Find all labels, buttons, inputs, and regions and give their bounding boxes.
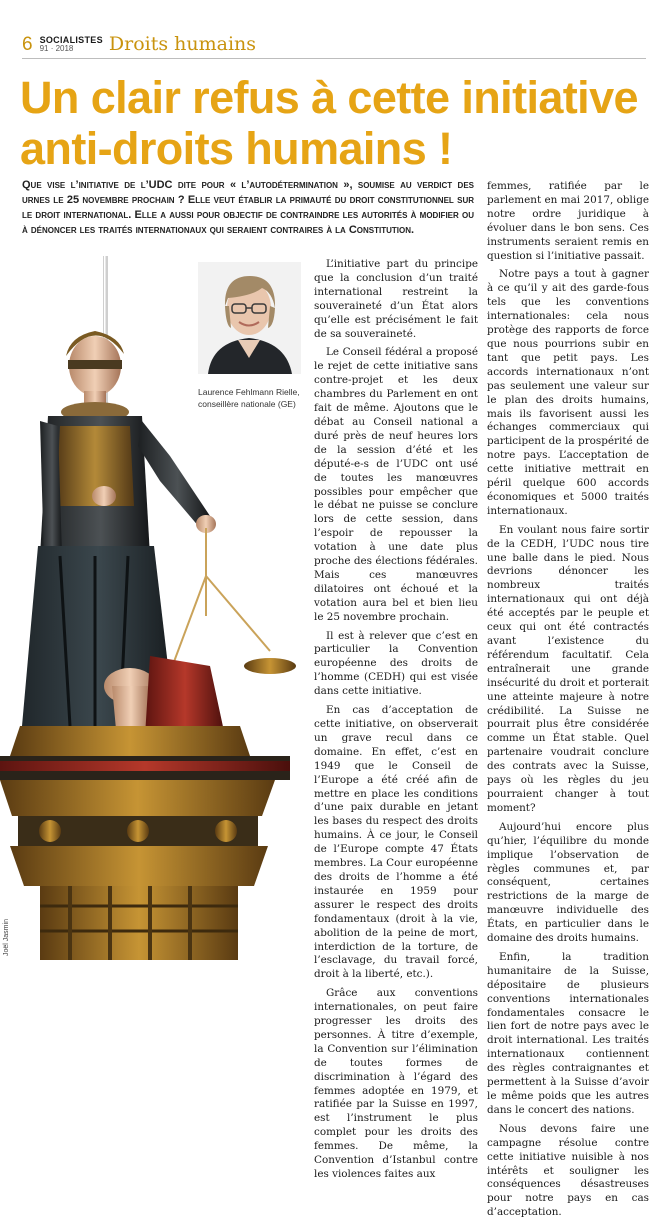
author-role: conseillère nationale (GE) [198,399,296,409]
author-name: Laurence Fehlmann Rielle, [198,387,300,397]
issue-number: 91 · 2018 [39,44,74,54]
page-header [22,28,256,54]
paragraph: Il est à relever que c’est en particulier la Convention européenne des droits de l’homme (CEDH) qui est visée dans cette initiative. [314,629,478,698]
article-column-1 [314,258,478,1187]
paragraph: En cas d’acceptation de cette initiative, on observerait un grave recul dans ce domaine. En effet, c’est en 1949 que le Conseil de l’Europe a été créé afin de mettre en place les conditions d’une paix durable en jetant les bases du respect des droits humains. À ce jour, le Conseil de l’Europe compte 47 États membres. La Cour européenne des droits de l’homme a été instaurée en 1959 pour assurer le respect des droits fondamentaux (droit à la vie, abolition de la peine de mort, interdiction de la torture, de l’esclavage, du travail forcé, droit à la liberté, etc.). [314,704,478,981]
paragraph: Nous devons faire une campagne résolue contre cette initiative nuisible à nos intérêts et souligner les conséquences désastreuses pour notre pays en cas d’acceptation. [487,1122,649,1219]
header-divider [22,58,646,59]
author-portrait-photo [198,262,301,374]
paragraph: Grâce aux conventions internationales, on peut faire progresser les droits des personnes. À titre d’exemple, la Convention sur l’élimination de toutes formes de discrimination à l’égard des femmes adoptée en 1979, et ratifiée par la Suisse en 1997, est l’instrument le plus complet pour les droits des femmes. De même, la Convention d’Istanbul contre les violences faites aux [314,987,478,1180]
article-title [20,72,650,174]
paragraph: L’initiative part du principe que la conclusion d’un traité international restreint la souveraineté d’un État alors qu’elle est précisément le fait de sa souveraineté. [314,258,478,340]
article-column-2 [487,180,649,1225]
photo-credit: Joël Jasmin [3,919,10,956]
page-number: 6 [22,34,33,55]
brand-name: SOCIALISTES [39,35,103,46]
paragraph: femmes, ratifiée par le parlement en mai 2017, oblige notre ordre juridique à évoluer dans le bon sens. Ces instruments seraient remis en question si l’initiative passait. [487,180,649,262]
section-rubric: Droits humains [108,33,257,55]
article-lead: Que vise l’initiative de l’UDC dite pour « l’autodétermination », soumise au verdict des urnes le 25 novembre prochain ? Elle veut établir la primauté du droit constitutionnel sur le droit international. Elle a aussi pour objectif de contraindre les autorités à modifier ou à dénoncer les traités internationaux qui seraient contraires à la Constitution. [22,179,474,236]
paragraph: Le Conseil fédéral a proposé le rejet de cette initiative sans contre-projet et les deux chambres du Parlement en ont fait de même. Ajoutons que le débat au Conseil national a duré près de neuf heures lors de la session d’été et les député-e-s de l’UDC ont usé de toutes les manœuvres possibles pour empêcher que le débat ne puisse se conclure lors de cette session, dans l’espoir de repousser la votation à une date plus proche des élections fédérales. Mais ces manœuvres dilatoires ont échoué et la votation aura bel et bien lieu le 25 novembre prochain. [314,346,478,623]
paragraph: Enfin, la tradition humanitaire de la Suisse, dépositaire de plusieurs conventions internationales fondamentales consacre le lien fort de notre pays avec le droit international. Les traités internationaux contiennent des règles contraignantes et permettent à la Suisse d’avoir le même poids que les autres dans le concert des nations. [487,950,649,1116]
paragraph: Notre pays a tout à gagner à ce qu’il y ait des garde-fous tels que les conventions internationales: cela nous protège des rapports de force que nous pourrions subir en tant que petit pays. Les accords internationaux n’ont pas seulement une valeur sur le plan des droits humains, mais ils favorisent aussi les échanges commerciaux qui participent de la prospérité de notre pays. L’acceptation de cette initiative mettrait en péril quelque 600 accords économiques et 5000 traités internationaux. [487,268,649,517]
title-line-2: anti-droits humains ! [20,123,453,174]
publication-brand [40,36,103,54]
paragraph: En voulant nous faire sortir de la CEDH, l’UDC nous tire une balle dans le pied. Nous devrions dénoncer les nombreux traités internationaux qui ont déjà été acceptés par le peuple et ceux qui ont été contractés avant l’existence du référendum facultatif. Cela entraînerait une grande insécurité du droit et porterait une atteinte majeure à notre crédibilité. La Suisse ne pourrait plus être considérée comme un État stable. Quel partenaire voudrait conclure des contrats avec la Suisse, pays où les règles du jeu pourraient changer à tout moment? [487,523,649,814]
title-line-1: Un clair refus à cette initiative [20,72,638,123]
portrait-caption [198,386,308,410]
paragraph: Aujourd’hui encore plus qu’hier, l’équilibre du monde implique l’observation de règles communes et, par conséquent, certaines restrictions de la marge de manœuvre individuelle des États, en particulier dans le domaine des droits humains. [487,820,649,945]
